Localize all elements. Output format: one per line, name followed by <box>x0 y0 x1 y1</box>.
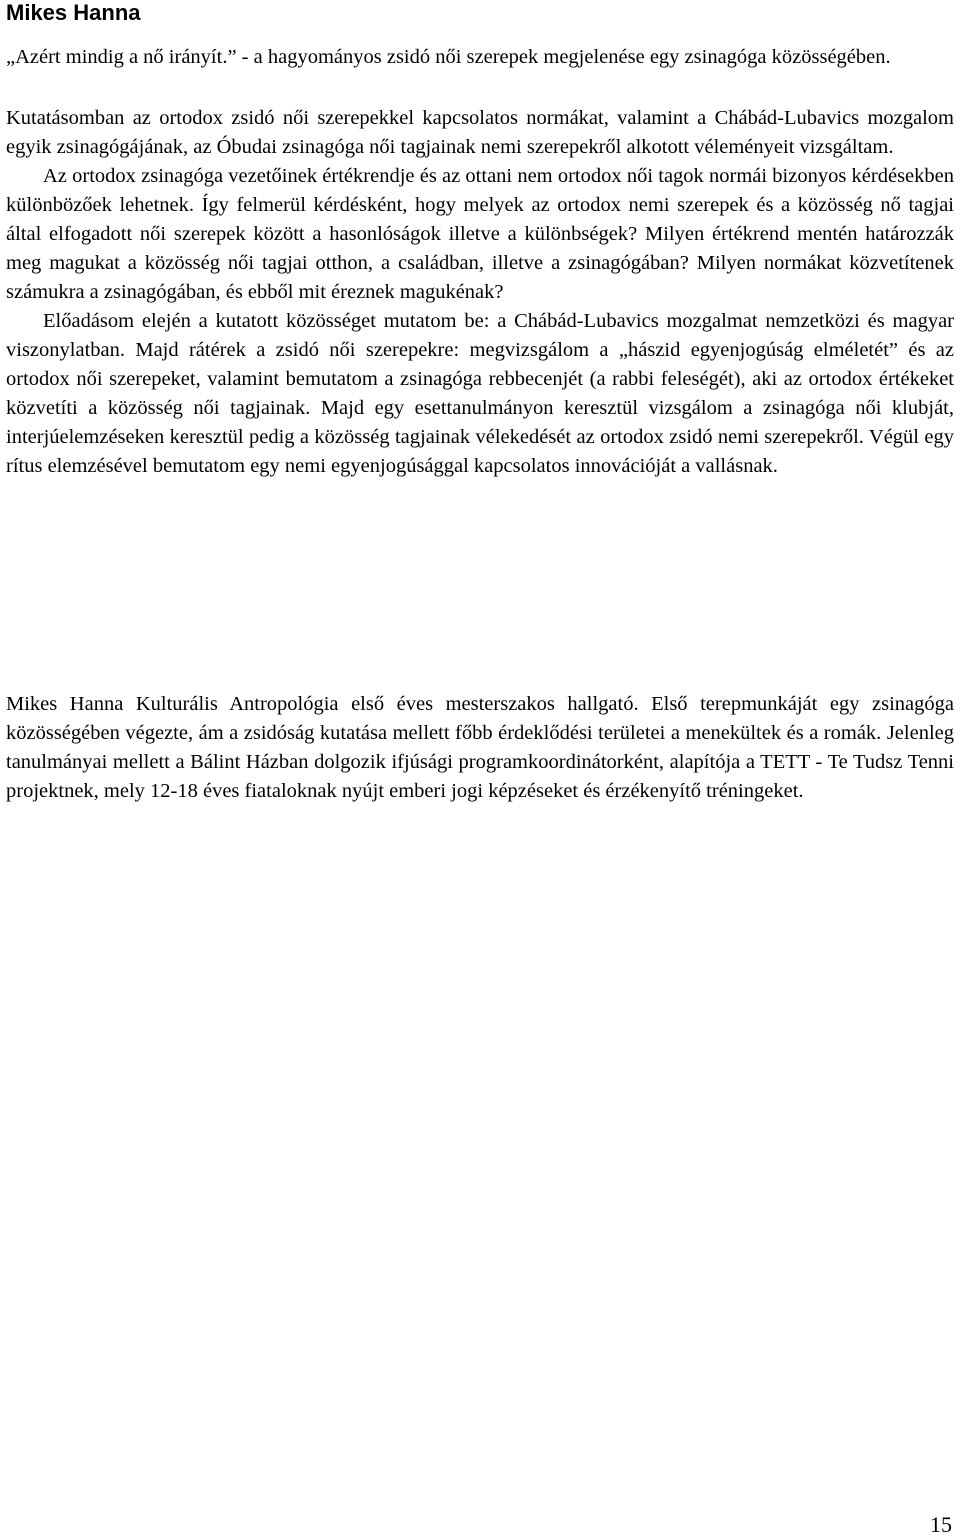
author-bio <box>6 690 954 806</box>
abstract-paragraph-2: Az ortodox zsinagóga vezetőinek értékrendje és az ottani nem ortodox női tagok normái bizonyos kérdésekben különbözőek lehetnek. Így felmerül kérdésként, hogy melyek az ortodox nemi szerepek és a közösség nő tagjai által elfogadott női szerepek között a hasonlóságok illetve a különbségek? Milyen értékrend mentén határozzák meg magukat a közösség női tagjai otthon, a családban, illetve a zsinagógában? Milyen normákat közvetítenek számukra a zsinagógában, és ebből mit éreznek magukénak? <box>6 165 954 303</box>
abstract-paragraph-1: Kutatásomban az ortodox zsidó női szerepekkel kapcsolatos normákat, valamint a Chábád-Lubavics mozgalom egyik zsinagógájának, az Óbudai zsinagóga női tagjainak nemi szerepekről alkotott véleményeit vizsgáltam. <box>6 107 954 158</box>
author-bio-text: Mikes Hanna Kulturális Antropológia első éves mesterszakos hallgató. Első terepmunkáját egy zsinagóga közösségében végezte, ám a zsidóság kutatása mellett főbb érdeklődési területei a menekültek és a romák. Jelenleg tanulmányai mellett a Bálint Házban dolgozik ifjúsági programkoordinátorként, alapítója a TETT - Te Tudsz Tenni projektnek, mely 12-18 éves fiataloknak nyújt emberi jogi képzéseket és érzékenyítő tréningeket. <box>6 693 954 802</box>
abstract <box>6 104 954 481</box>
author-name: Mikes Hanna <box>6 0 141 25</box>
document-page <box>6 0 954 802</box>
paper-title: „Azért mindig a nő irányít.” - a hagyományos zsidó női szerepek megjelenése egy zsinagóga közösségében. <box>6 46 891 68</box>
abstract-paragraph-3: Előadásom elején a kutatott közösséget mutatom be: a Chábád-Lubavics mozgalmat nemzetközi és magyar viszonylatban. Majd rátérek a zsidó női szerepekre: megvizsgálom a „hászid egyenjogúság elméletét” és az ortodox női szerepeket, valamint bemutatom a zsinagóga rebbecenjét (a rabbi feleségét), aki az ortodox értékeket közvetíti a közösség női tagjainak. Majd egy esettanulmányon keresztül vizsgálom a zsinagóga női klubját, interjúelemzéseken keresztül pedig a közösség tagjainak vélekedését az ortodox zsidó nemi szerepekről. Végül egy rítus elemzésével bemutatom egy nemi egyenjogúsággal kapcsolatos innovációját a vallásnak. <box>6 310 954 477</box>
page-number: 15 <box>930 1512 952 1537</box>
